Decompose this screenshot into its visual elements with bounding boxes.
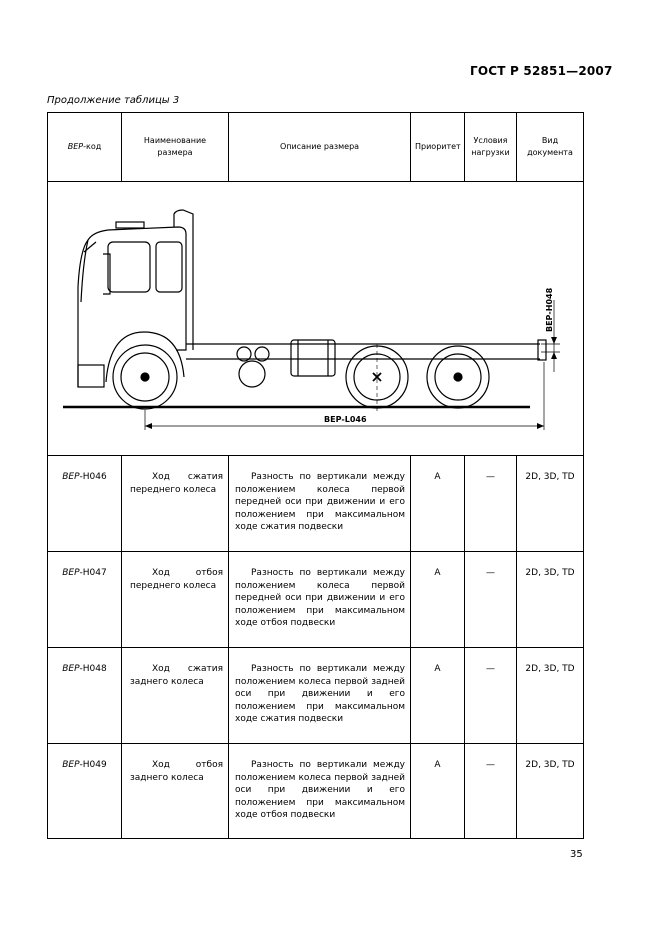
- roof-visor: [116, 222, 144, 228]
- row-priority: A: [411, 744, 465, 839]
- header-description: Описание размера: [229, 113, 411, 182]
- table-row: [48, 648, 584, 744]
- row-priority: A: [411, 648, 465, 744]
- header-doc: Вид документа: [517, 113, 584, 182]
- cab-window-front: [108, 242, 150, 292]
- row-code: ВЕР-Н048: [48, 648, 122, 744]
- row-description: Разность по вертикали между положением колеса первой передней оси при движении и его положением при максимальном ходе сжатия подвески: [229, 456, 411, 552]
- standard-header: ГОСТ Р 52851—2007: [470, 64, 613, 78]
- row-name: Ход сжатия заднего колеса: [122, 648, 229, 744]
- table-header-row: [48, 113, 584, 182]
- cab-window-side: [156, 242, 182, 292]
- row-code: ВЕР-Н047: [48, 552, 122, 648]
- row-priority: A: [411, 552, 465, 648]
- row-code: ВЕР-Н049: [48, 744, 122, 839]
- figure-row: [48, 182, 584, 456]
- row-description: Разность по вертикали между положением колеса первой передней оси при движении и его положением при максимальном ходе отбоя подвески: [229, 552, 411, 648]
- exhaust-stack: [174, 210, 193, 350]
- row-load: —: [465, 456, 517, 552]
- header-code: ВЕР-код: [48, 113, 122, 182]
- row-load: —: [465, 744, 517, 839]
- row-doc: 2D, 3D, TD: [517, 648, 584, 744]
- table-caption: Продолжение таблицы 3: [47, 95, 180, 106]
- row-name: Ход сжатия переднего колеса: [122, 456, 229, 552]
- rear-wheel-1: [346, 346, 408, 408]
- front-wheel: [113, 345, 177, 409]
- header-load: Условия нагрузки: [465, 113, 517, 182]
- spec-table: [47, 112, 584, 839]
- page-number: 35: [570, 849, 583, 860]
- row-load: —: [465, 552, 517, 648]
- label-horizontal: ВЕР-L046: [324, 415, 367, 424]
- figure-cell: [48, 182, 584, 456]
- header-name: Наименование размера: [122, 113, 229, 182]
- row-code: ВЕР-Н046: [48, 456, 122, 552]
- header-priority: Приоритет: [411, 113, 465, 182]
- air-tank-3: [239, 361, 265, 387]
- truck-cab: [78, 227, 186, 387]
- row-name: Ход отбоя заднего колеса: [122, 744, 229, 839]
- row-doc: 2D, 3D, TD: [517, 456, 584, 552]
- table-row: [48, 744, 584, 839]
- row-load: —: [465, 648, 517, 744]
- rear-wheel-2: [427, 346, 489, 408]
- cab-step: [78, 365, 104, 387]
- table-row: [48, 456, 584, 552]
- row-name: Ход отбоя переднего колеса: [122, 552, 229, 648]
- row-doc: 2D, 3D, TD: [517, 744, 584, 839]
- row-description: Разность по вертикали между положением колеса первой задней оси при движении и его положением при максимальном ходе отбоя подвески: [229, 744, 411, 839]
- row-priority: A: [411, 456, 465, 552]
- row-description: Разность по вертикали между положением колеса первой задней оси при движении и его положением при максимальном ходе сжатия подвески: [229, 648, 411, 744]
- table-row: [48, 552, 584, 648]
- mirror: [103, 254, 110, 294]
- row-doc: 2D, 3D, TD: [517, 552, 584, 648]
- truck-diagram: [48, 182, 582, 455]
- label-vertical: ВЕР-Н048: [545, 287, 554, 332]
